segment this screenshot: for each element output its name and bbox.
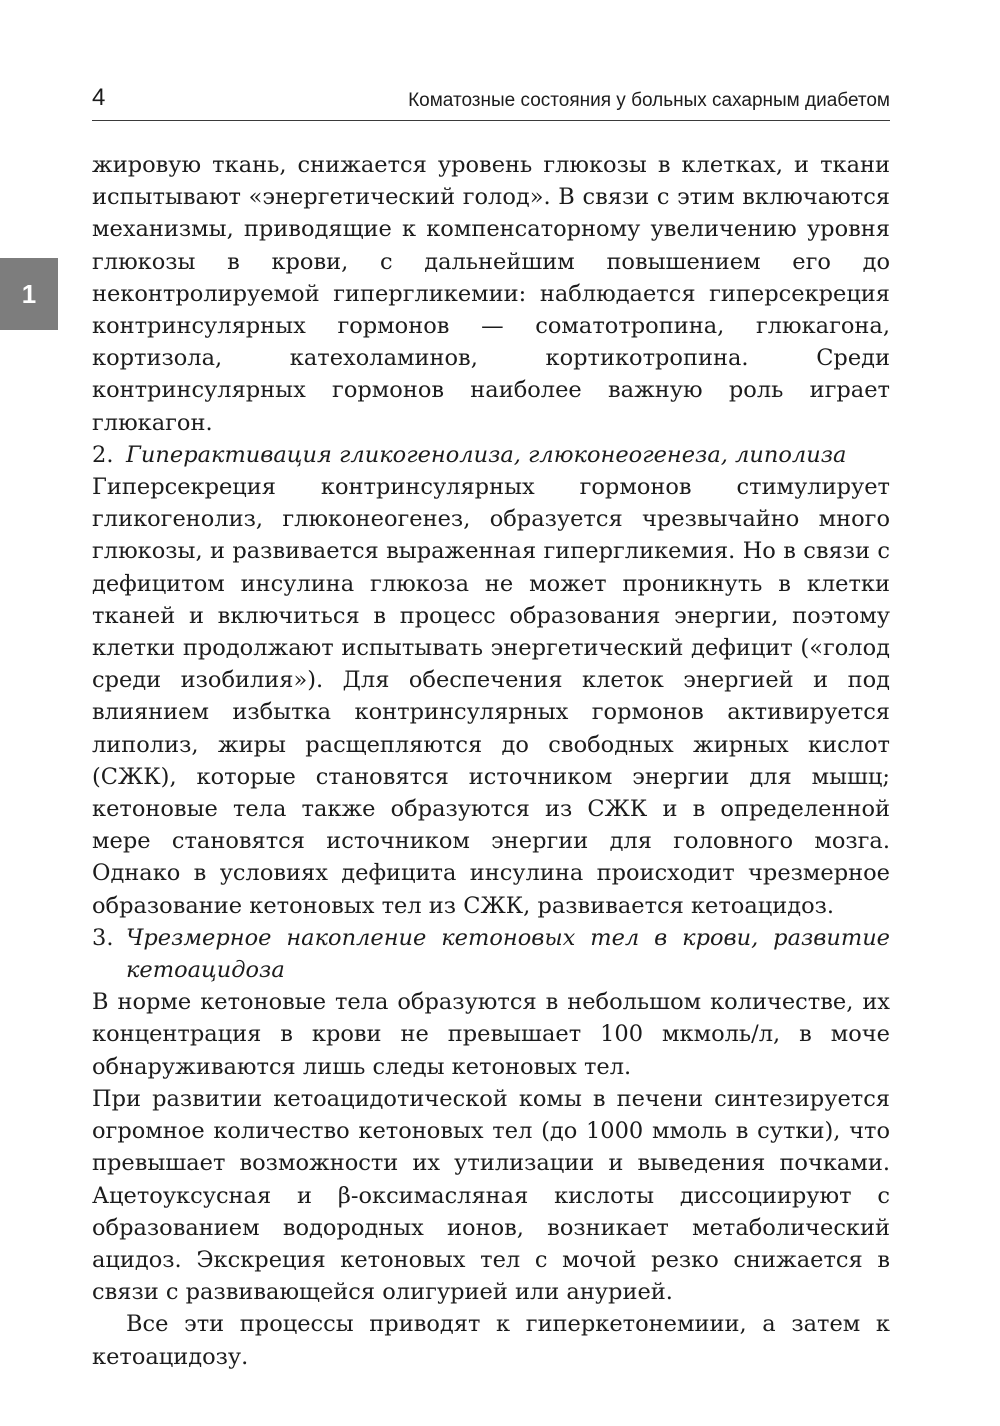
list-heading bbox=[92, 922, 890, 986]
paragraph bbox=[92, 1083, 890, 1308]
page-body bbox=[92, 149, 890, 1373]
page-header bbox=[92, 84, 890, 121]
paragraph-text: При развитии кетоацидотической комы в печени синтезируется огромное количество кетоновых тел (до 1000 ммоль в сутки), что превышает возможности их утилизации и выведения почками. Ацетоуксусная и β-оксимасляная кислоты диссоциируют с образованием водородных ионов, возникает метаболический ацидоз. Экскреция кетоновых тел с мочой резко снижается в связи с развивающейся олигурией или анурией. bbox=[92, 1085, 890, 1306]
paragraph bbox=[92, 149, 890, 439]
list-heading-text: Гиперактивация гликогенолиза, глюконеогенеза, липолиза bbox=[126, 441, 847, 468]
paragraph bbox=[92, 471, 890, 922]
paragraph-text: В норме кетоновые тела образуются в небольшом количестве, их концентрация в крови не превышает 100 мкмоль/л, в моче обнаруживаются лишь следы кетоновых тел. bbox=[92, 989, 890, 1080]
paragraph bbox=[92, 1308, 890, 1372]
list-heading-text: Чрезмерное накопление кетоновых тел в крови, развитие кетоацидоза bbox=[126, 924, 890, 984]
paragraph-text: Гиперсекреция контринсулярных гормонов стимулирует гликогенолиз, глюконеогенез, образуется чрезвычайно много глюкозы, и развивается выраженная гипергликемия. Но в связи с дефицитом инсулина глюкоза не может проникнуть в клетки тканей и включиться в процесс образования энергии, поэтому клетки продолжают испытывать энергетический дефицит («голод среди изобилия»). Для обеспечения клеток энергией и под влиянием избытка контринсулярных гормонов активируется липолиз, жиры расщепляются до свободных жирных кислот (СЖК), которые становятся источником энергии для мышц; кетоновые тела также образуются из СЖК и в определенной мере становятся источником энергии для головного мозга. Однако в условиях дефицита инсулина происходит чрезмерное образование кетоновых тел из СЖК, развивается кетоацидоз. bbox=[92, 474, 890, 919]
paragraph-text: жировую ткань, снижается уровень глюкозы в клетках, и ткани испытывают «энергетический голод». В связи с этим включаются механизмы, приводящие к компенсаторному увеличению уровня глюкозы в крови, с дальнейшим повышением его до неконтролируемой гипергликемии: наблюдается гиперсекреция контринсулярных гормонов — соматотропина, глюкагона, кортизола, катехоламинов, кортикотропина. Среди контринсулярных гормонов наиболее важную роль играет глюкагон. bbox=[92, 152, 890, 436]
list-number: 2. bbox=[92, 441, 114, 468]
chapter-tab-label: 1 bbox=[21, 278, 37, 309]
paragraph-text: Все эти процессы приводят к гиперкетонемиии, а затем к кетоацидозу. bbox=[92, 1311, 890, 1370]
list-heading bbox=[92, 439, 890, 471]
running-title: Коматозные состояния у больных сахарным диабетом bbox=[408, 90, 890, 111]
page-number: 4 bbox=[92, 84, 106, 111]
chapter-tab bbox=[0, 258, 58, 330]
paragraph bbox=[92, 986, 890, 1083]
list-number: 3. bbox=[92, 924, 114, 951]
